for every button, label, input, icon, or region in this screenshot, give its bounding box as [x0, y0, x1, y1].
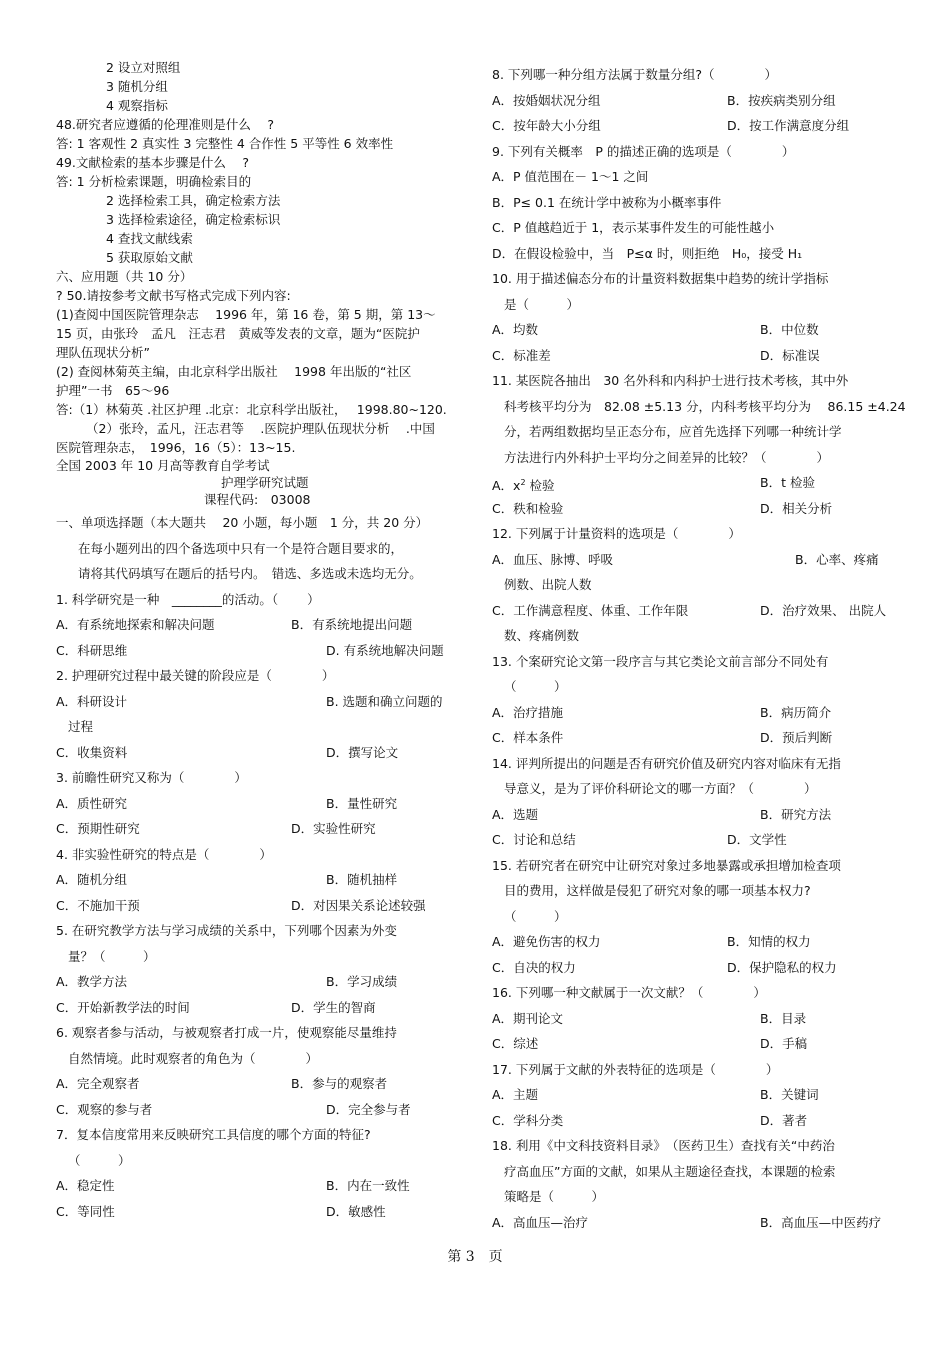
question-18-continued: 策略是（ ）: [504, 1189, 605, 1204]
option-a: A．避免伤害的权力: [492, 934, 601, 949]
option-b: B．高血压—中医药疗: [760, 1214, 882, 1230]
option-c: C．标准差: [492, 347, 551, 363]
answer-line: 2 选择检索工具，确定检索方法: [106, 193, 281, 208]
option-b-continued: 例数、出院人数: [504, 577, 592, 592]
option-c: C．等同性: [56, 1203, 115, 1219]
question-8: 8. 下列哪一种分组方法属于数量分组?（ ）: [492, 67, 778, 82]
question-7-continued: （ ）: [68, 1152, 131, 1168]
option-b: B．关键词: [760, 1087, 819, 1102]
option-a: A．稳定性: [56, 1178, 115, 1193]
option-c: C．不施加干预: [56, 897, 140, 913]
question-18: 18. 利用《中文科技资料目录》 （医药卫生）查找有关“中药治: [492, 1138, 835, 1153]
option-b: B. 选题和确立问题的: [326, 693, 443, 709]
option-b: B．目录: [760, 1010, 807, 1026]
question-11-continued: 方法进行内外科护士平均分之间差异的比较？（ ）: [504, 449, 830, 465]
option-c: C．秩和检验: [492, 500, 564, 516]
answer-line: 2 设立对照组: [106, 60, 181, 75]
option-d: D．完全参与者: [326, 1101, 411, 1117]
option-d: D．在假设检验中，当 P≤α 时，则拒绝 H₀，接受 H₁: [492, 245, 803, 261]
answer-50: （2）张玲，孟凡，汪志君等 .医院护理队伍现状分析 .中国: [86, 421, 435, 436]
option-d: D．标准误: [760, 347, 820, 363]
question-50-text: (2) 查阅林菊英主编，由北京科学出版社 1998 年出版的“社区: [56, 364, 412, 379]
question-1: 1. 科学研究是一种 ________的活动。（ ）: [56, 591, 320, 607]
option-a: A．血压、脉博、呼吸: [492, 551, 614, 567]
option-d: D．敏感性: [326, 1203, 386, 1219]
option-d: D. 有系统地解决问题: [326, 642, 444, 658]
question-10-continued: 是（ ）: [504, 296, 580, 312]
option-a: A．治疗措施: [492, 704, 564, 720]
question-9: 9. 下列有关概率 P 的描述正确的选项是（ ）: [492, 143, 795, 159]
option-a: [492, 470, 760, 496]
question-50-text: (1)查阅中国医院管理杂志 1996 年，第 16 卷，第 5 期，第 13～: [56, 307, 436, 322]
answer-49: 答: 1 分析检索课题，明确检索目的: [56, 174, 252, 189]
option-a: A．选题: [492, 806, 539, 822]
answer-line: 4 查找文献线索: [106, 231, 193, 246]
question-13: 13. 个案研究论文第一段序言与其它类论文前言部分不同处有: [492, 653, 829, 669]
question-49: 49.文献检索的基本步骤是什么 ?: [56, 155, 249, 170]
question-14-continued: 导意义，是为了评价科研论文的哪一方面？（ ）: [504, 781, 817, 796]
option-c: C．观察的参与者: [56, 1101, 153, 1117]
instructions: 在每小题列出的四个备选项中只有一个是符合题目要求的，: [78, 540, 404, 556]
option-a: A．随机分组: [56, 872, 128, 887]
option-b: B．中位数: [760, 322, 819, 337]
exam-subject: 护理学研究试题: [221, 475, 309, 490]
option-b: B．知情的权力: [727, 934, 811, 949]
question-11: 11. 某医院各抽出 30 名外科和内科护士进行技术考核，其中外: [492, 373, 849, 388]
question-5-continued: 量？（ ）: [68, 948, 156, 964]
page-number: 第 3 页: [447, 1249, 503, 1265]
option-b: B．参与的观察者: [291, 1076, 388, 1091]
answer-line: 4 观察指标: [106, 98, 168, 113]
option-b: B．内在一致性: [326, 1178, 410, 1193]
option-b: B．随机抽样: [326, 872, 398, 887]
option-d: D．对因果关系论述较强: [291, 897, 426, 913]
question-16: 16. 下列哪一种文献属于一次文献？（ ）: [492, 985, 766, 1000]
option-c: C．预期性研究: [56, 821, 140, 836]
section-one-title: 一、单项选择题（本大题共 20 小题，每小题 1 分，共 20 分）: [56, 515, 429, 530]
option-d: D．手稿: [760, 1036, 808, 1051]
option-a: A．质性研究: [56, 795, 128, 811]
question-17: 17. 下列属于文献的外表特征的选项是（ ）: [492, 1061, 779, 1077]
question-11-continued: 科考核平均分为 82.08 ±5.13 分，内科考核平均分为 86.15 ±4.24: [504, 398, 906, 414]
option-b: B．t 检验: [760, 475, 815, 490]
option-a: A．P 值范围在－ 1～1 之间: [492, 169, 649, 184]
right-column: [492, 62, 904, 1235]
option-a: A．主题: [492, 1087, 539, 1102]
question-5: 5. 在研究教学方法与学习成绩的关系中，下列哪个因素为外变: [56, 923, 397, 938]
option-d: D．实验性研究: [291, 821, 376, 836]
option-d: D．著者: [760, 1112, 808, 1128]
option-a: A．完全观察者: [56, 1076, 140, 1091]
option-d: D．治疗效果、 出院人: [760, 602, 887, 618]
section-six-title: 六、应用题（共 10 分）: [56, 269, 193, 284]
option-d: D．保护隐私的权力: [727, 959, 837, 975]
option-a-text: 检验: [525, 478, 555, 494]
option-b: B．量性研究: [326, 795, 398, 811]
option-c: C．讨论和总结: [492, 832, 576, 847]
option-b: B．心率、疼痛: [795, 551, 879, 567]
option-b: B．有系统地提出问题: [291, 617, 413, 632]
option-a: A．科研设计: [56, 693, 128, 709]
question-50: ? 50.请按参考文献书写格式完成下列内容:: [56, 288, 291, 303]
option-d: D．相关分析: [760, 500, 833, 516]
option-b: B．P≤ 0.1 在统计学中被称为小概率事件: [492, 194, 722, 210]
answer-50: 答:（1）林菊英 .社区护理 .北京：北京科学出版社， 1998.80~120.: [56, 402, 447, 417]
course-code: 课程代码: 03008: [204, 492, 311, 507]
option-b-continued: 过程: [68, 719, 94, 734]
option-b: B．研究方法: [760, 806, 832, 822]
option-a: A．期刊论文: [492, 1010, 564, 1026]
answer-line: 3 随机分组: [106, 79, 168, 94]
instructions: 请将其代码填写在题后的括号内。 错选、多选或未选均无分。: [78, 566, 422, 581]
question-13-continued: （ ）: [504, 679, 567, 694]
option-c: C．学科分类: [492, 1112, 564, 1128]
option-c: C．自决的权力: [492, 959, 576, 975]
option-a: A．均数: [492, 322, 539, 337]
question-10: 10. 用于描述偏态分布的计量资料数据集中趋势的统计学指标: [492, 271, 829, 286]
option-d: D．预后判断: [760, 730, 833, 745]
option-a: A．教学方法: [56, 974, 128, 989]
question-3: 3. 前瞻性研究又称为（ ）: [56, 770, 247, 785]
option-a: A．高血压—治疗: [492, 1214, 589, 1230]
question-11-continued: 分，若两组数据均呈正态分布，应首先选择下列哪一种统计学: [504, 424, 842, 439]
option-d-continued: 数、疼痛例数: [504, 628, 580, 643]
option-c: C．综述: [492, 1036, 539, 1051]
question-15-continued: （ ）: [504, 908, 567, 924]
option-c: C．按年龄大小分组: [492, 118, 601, 133]
question-50-text: 理队伍现状分析”: [56, 345, 150, 360]
option-d: D．撰写论文: [326, 744, 399, 760]
answer-line: 5 获取原始文献: [106, 250, 193, 265]
question-15-continued: 目的费用，这样做是侵犯了研究对象的哪一项基本权力?: [504, 883, 811, 898]
exam-heading: 全国 2003 年 10 月高等教育自学考试: [56, 458, 270, 473]
question-2: 2. 护理研究过程中最关键的阶段应是（ ）: [56, 668, 335, 683]
question-6: 6. 观察者参与活动，与被观察者打成一片，使观察能尽量维持: [56, 1025, 397, 1040]
option-b: B．病历简介: [760, 704, 832, 720]
question-4: 4. 非实验性研究的特点是（ ）: [56, 846, 272, 862]
question-48: 48.研究者应遵循的伦理准则是什么 ?: [56, 117, 274, 132]
option-c: C．开始新教学法的时间: [56, 999, 190, 1015]
left-column: [56, 58, 466, 1224]
answer-48: 答: 1 客观性 2 真实性 3 完整性 4 合作性 5 平等性 6 效率性: [56, 136, 394, 151]
superscript: 2: [520, 478, 526, 487]
option-c: C．样本条件: [492, 730, 564, 745]
answer-50: 医院管理杂志， 1996，16（5）：13~15.: [56, 440, 296, 455]
option-a-text: A．x: [492, 478, 521, 494]
option-d: D．文学性: [727, 832, 787, 847]
option-c: C．收集资料: [56, 744, 128, 760]
option-b: B．学习成绩: [326, 974, 398, 989]
answer-line: 3 选择检索途径，确定检索标识: [106, 212, 281, 227]
question-50-text: 护理”一书 65～96: [56, 383, 170, 398]
question-14: 14. 评判所提出的问题是否有研究价值及研究内容对临床有无指: [492, 755, 841, 771]
option-c: C．P 值越趋近于 1，表示某事件发生的可能性越小: [492, 220, 775, 235]
question-18-continued: 疗高血压”方面的文献，如果从主题途径查找，本课题的检索: [504, 1163, 836, 1179]
option-a: A．有系统地探索和解决问题: [56, 617, 215, 632]
option-d: D．学生的智商: [291, 999, 376, 1015]
question-6-continued: 自然情境。此时观察者的角色为（ ）: [68, 1050, 319, 1066]
option-d: D．按工作满意度分组: [727, 118, 850, 133]
option-c: C．科研思维: [56, 642, 128, 658]
question-12: 12. 下列属于计量资料的选项是（ ）: [492, 526, 741, 541]
question-15: 15. 若研究者在研究中让研究对象过多地暴露或承担增加检查项: [492, 857, 841, 873]
option-b: B．按疾病类别分组: [727, 92, 836, 108]
option-c: C．工作满意程度、体重、工作年限: [492, 602, 689, 618]
question-7: 7．复本信度常用来反映研究工具信度的哪个方面的特征?: [56, 1127, 371, 1142]
option-a: A．按婚姻状况分组: [492, 92, 601, 108]
question-50-text: 15 页，由张玲 孟凡 汪志君 黄威等发表的文章，题为“医院护: [56, 326, 420, 341]
